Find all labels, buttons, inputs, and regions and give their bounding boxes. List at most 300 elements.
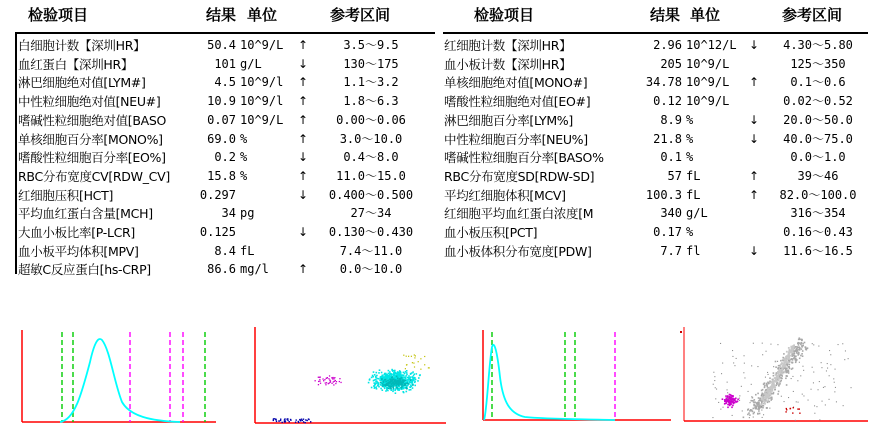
scatter-dot bbox=[788, 361, 790, 363]
scatter-dot bbox=[797, 343, 799, 345]
scatter-dot bbox=[848, 358, 849, 359]
scatter-dot bbox=[744, 363, 745, 364]
scatter-dot bbox=[722, 398, 724, 400]
scatter-dot bbox=[774, 389, 776, 391]
scatter-dot bbox=[331, 377, 332, 378]
scatter-dot bbox=[770, 344, 771, 345]
scatter-dot bbox=[842, 343, 843, 344]
scatter-dot bbox=[322, 378, 323, 379]
scatter-dot bbox=[429, 367, 430, 368]
scatter-dot bbox=[750, 400, 752, 402]
result-name: 红细胞计数【深圳HR】 bbox=[444, 38, 572, 53]
scatter-dot bbox=[776, 385, 778, 387]
scatter-dot bbox=[761, 395, 762, 396]
result-row bbox=[0, 186, 883, 205]
scatter-dot bbox=[791, 362, 793, 364]
result-name: 嗜酸性粒细胞绝对值[EO#] bbox=[444, 94, 591, 110]
result-value: 50.4 bbox=[207, 38, 236, 52]
scatter-dot bbox=[795, 359, 797, 361]
scatter-dot bbox=[401, 383, 403, 385]
result-row bbox=[0, 242, 883, 261]
result-unit: mg/l bbox=[240, 262, 269, 277]
scatter-dot bbox=[761, 404, 763, 406]
scatter-dot bbox=[813, 344, 814, 345]
result-row bbox=[0, 36, 883, 55]
scatter-dot bbox=[829, 350, 830, 351]
scatter-dot bbox=[753, 408, 755, 410]
scatter-dot bbox=[384, 379, 386, 381]
scatter-dot bbox=[382, 385, 384, 387]
scatter-dot bbox=[389, 386, 391, 388]
scatter-dot bbox=[830, 354, 831, 355]
scatter-dot bbox=[737, 399, 739, 401]
scatter-dot bbox=[799, 342, 801, 344]
result-unit: % bbox=[240, 168, 248, 183]
scatter-dot bbox=[716, 389, 717, 390]
result-reference: 39～46 bbox=[797, 168, 839, 183]
result-reference: 40.0～75.0 bbox=[783, 131, 853, 146]
scatter-dot bbox=[393, 379, 395, 381]
scatter-dot bbox=[282, 422, 283, 423]
scatter-dot bbox=[318, 384, 319, 385]
scatter-dot bbox=[741, 386, 742, 387]
scatter-dot bbox=[791, 351, 793, 353]
result-reference: 0.400～0.500 bbox=[328, 187, 414, 202]
scatter-dot bbox=[751, 396, 752, 397]
scatter-dot bbox=[713, 384, 714, 385]
scatter-dot bbox=[845, 350, 846, 351]
scatter-dot bbox=[395, 379, 397, 381]
result-reference: 7.4～11.0 bbox=[339, 243, 403, 258]
scatter-dot bbox=[763, 403, 765, 405]
header-item-right: 检验项目 bbox=[474, 6, 535, 24]
scatter-dot bbox=[813, 372, 814, 373]
scatter-dot bbox=[280, 419, 281, 420]
scatter-dot bbox=[326, 382, 327, 383]
result-value: 205 bbox=[660, 56, 682, 71]
scatter-dot bbox=[753, 343, 754, 344]
scatter-dot bbox=[759, 398, 761, 400]
scatter-dot bbox=[767, 400, 769, 402]
scatter-dot bbox=[739, 400, 740, 401]
scatter-dot bbox=[806, 348, 808, 350]
scatter-dot bbox=[407, 381, 409, 383]
scatter-dot bbox=[767, 407, 768, 408]
scatter-dot bbox=[801, 345, 803, 347]
scatter-dot bbox=[762, 417, 763, 418]
scatter-dot bbox=[305, 422, 306, 423]
result-name: 大血小板比率[P-LCR] bbox=[18, 225, 136, 240]
scatter-dot bbox=[790, 408, 791, 409]
result-value: 69.0 bbox=[207, 131, 236, 146]
scatter-dot bbox=[782, 371, 784, 373]
scatter-dot bbox=[749, 414, 751, 416]
scatter-dot bbox=[778, 385, 780, 387]
scatter-dot bbox=[273, 420, 274, 421]
scatter-dot bbox=[797, 347, 799, 349]
scatter-dot bbox=[770, 382, 772, 384]
scatter-dot bbox=[802, 394, 803, 395]
result-name: 血小板压积[PCT] bbox=[444, 225, 538, 240]
result-value: 8.9 bbox=[660, 112, 682, 127]
result-flag: ↓ bbox=[297, 225, 309, 239]
scatter-dot bbox=[775, 366, 777, 368]
scatter-dot bbox=[403, 372, 405, 374]
scatter-dot bbox=[788, 357, 790, 359]
scatter-dot bbox=[769, 377, 771, 379]
result-flag: ↓ bbox=[748, 243, 760, 258]
scatter-dot bbox=[734, 365, 735, 366]
result-reference: 20.0～50.0 bbox=[783, 112, 853, 127]
result-reference: 0.4～8.0 bbox=[343, 150, 399, 165]
scatter-dot bbox=[400, 374, 402, 376]
scatter-dot bbox=[715, 387, 716, 388]
scatter-dot bbox=[778, 383, 780, 385]
scatter-dot bbox=[766, 351, 767, 352]
scatter-dot bbox=[727, 396, 729, 398]
scatter-dot bbox=[386, 387, 388, 389]
result-reference: 0.1～0.6 bbox=[790, 75, 846, 90]
scatter-dot bbox=[812, 343, 813, 344]
scatter-dot bbox=[793, 347, 795, 349]
scatter-dot bbox=[814, 413, 815, 414]
scatter-dot bbox=[734, 399, 736, 401]
scatter-dot bbox=[296, 419, 297, 420]
scatter-dot bbox=[378, 372, 380, 374]
result-unit: % bbox=[686, 112, 694, 127]
scatter-dot bbox=[782, 357, 784, 359]
distribution-curve bbox=[484, 345, 615, 420]
scatter-dot bbox=[761, 410, 762, 411]
scatter-dot bbox=[851, 387, 852, 388]
scatter-dot bbox=[798, 339, 800, 341]
scatter-dot bbox=[799, 358, 801, 360]
scatter-dot bbox=[732, 401, 734, 403]
scatter-dot bbox=[415, 379, 417, 381]
result-value: 34.78 bbox=[645, 75, 682, 90]
scatter-dot bbox=[375, 381, 377, 383]
scatter-dot bbox=[758, 397, 760, 399]
scatter-dot bbox=[749, 417, 750, 418]
scatter-dot bbox=[757, 413, 759, 415]
scatter-dot bbox=[783, 361, 785, 363]
scatter-dot bbox=[801, 339, 803, 341]
scatter-dot bbox=[761, 406, 762, 407]
scatter-dot bbox=[409, 389, 411, 391]
scatter-dot bbox=[394, 375, 396, 377]
scatter-dot bbox=[827, 368, 828, 369]
result-row bbox=[0, 223, 883, 242]
scatter-dot bbox=[303, 421, 304, 422]
scatter-dot bbox=[385, 385, 387, 387]
scatter-dot bbox=[783, 365, 785, 367]
scatter-dot bbox=[788, 347, 790, 349]
scatter-dot bbox=[406, 391, 408, 393]
scatter-dot bbox=[718, 402, 719, 403]
scatter-dot bbox=[420, 358, 421, 359]
scatter-dot bbox=[777, 393, 779, 395]
result-reference: 3.5～9.5 bbox=[343, 38, 399, 52]
result-reference: 11.6～16.5 bbox=[783, 243, 853, 258]
scatter-dot bbox=[757, 393, 759, 395]
scatter-dot bbox=[406, 382, 408, 384]
result-flag: ↓ bbox=[297, 56, 309, 71]
scatter-dot bbox=[371, 387, 373, 389]
result-flag: ↑ bbox=[748, 75, 760, 90]
scatter-dot bbox=[394, 390, 396, 392]
result-name: 血小板平均体积[MPV] bbox=[18, 243, 139, 259]
scatter-dot bbox=[826, 370, 827, 371]
scatter-dot bbox=[834, 382, 835, 383]
scatter-dot bbox=[385, 381, 387, 383]
scatter-dot bbox=[764, 391, 766, 393]
scatter-dot bbox=[743, 417, 745, 419]
scatter-dot bbox=[383, 380, 385, 382]
scatter-dot bbox=[382, 389, 384, 391]
scatter-dot bbox=[315, 380, 316, 381]
scatter-dot bbox=[413, 375, 415, 377]
result-value: 0.17 bbox=[653, 225, 682, 239]
result-value: 86.6 bbox=[207, 262, 236, 277]
scatter-dot bbox=[795, 362, 797, 364]
scatter-dot bbox=[789, 364, 791, 366]
scatter-dot bbox=[781, 396, 782, 397]
scatter-dot bbox=[300, 420, 301, 421]
result-flag: ↓ bbox=[748, 112, 760, 127]
scatter-dot bbox=[724, 401, 726, 403]
scatter-dot bbox=[392, 382, 394, 384]
header-unit-right: 单位 bbox=[690, 6, 721, 24]
scatter-dot bbox=[307, 420, 308, 421]
scatter-dot bbox=[377, 381, 379, 383]
scatter-dot bbox=[812, 367, 813, 368]
result-reference: 0.16～0.43 bbox=[783, 225, 853, 239]
scatter-dot bbox=[408, 356, 409, 357]
scatter-dot bbox=[411, 386, 413, 388]
scatter-dot bbox=[774, 381, 776, 383]
scatter-dot bbox=[412, 384, 414, 386]
scatter-dot bbox=[794, 350, 796, 352]
scatter-dot bbox=[414, 385, 416, 387]
scatter-dot bbox=[767, 395, 769, 397]
result-name: 单核细胞百分率[MONO%] bbox=[18, 131, 163, 147]
scatter-dot bbox=[374, 387, 376, 389]
scatter-dot bbox=[392, 391, 394, 393]
scatter-dot bbox=[736, 401, 738, 403]
scatter-dot bbox=[387, 390, 389, 392]
scatter-dot bbox=[763, 414, 764, 415]
scatter-dot bbox=[376, 375, 378, 377]
scatter-dot bbox=[784, 401, 785, 402]
wbc-scatter bbox=[250, 322, 450, 427]
scatter-dot bbox=[413, 373, 415, 375]
scatter-dot bbox=[390, 374, 392, 376]
result-name: 嗜碱性粒细胞百分率[BASO% bbox=[444, 150, 604, 166]
result-flag: ↑ bbox=[297, 262, 309, 277]
scatter-dot bbox=[757, 402, 759, 404]
scatter-dot bbox=[767, 372, 768, 373]
scatter-dot bbox=[415, 355, 416, 356]
result-name: RBC分布宽度CV[RDW_CV] bbox=[18, 168, 170, 184]
header-divider-left bbox=[15, 32, 435, 34]
result-value: 10.9 bbox=[207, 94, 236, 109]
scatter-dot bbox=[785, 357, 787, 359]
result-name: 平均血红蛋白含量[MCH] bbox=[18, 206, 153, 222]
scatter-dot bbox=[819, 419, 820, 420]
result-reference: 0.0～10.0 bbox=[339, 262, 403, 277]
scatter-dot bbox=[414, 382, 416, 384]
scatter-dot bbox=[790, 349, 792, 351]
scatter-dot bbox=[388, 387, 390, 389]
scatter-dot bbox=[786, 375, 788, 377]
scatter-dot bbox=[340, 382, 341, 383]
scatter-dot bbox=[821, 362, 822, 363]
scatter-dot bbox=[803, 370, 804, 371]
scatter-dot bbox=[287, 418, 288, 419]
scatter-dot bbox=[402, 381, 404, 383]
scatter-dot bbox=[777, 361, 778, 362]
scatter-dot bbox=[329, 375, 330, 376]
result-reference: 0.00～0.06 bbox=[336, 112, 406, 127]
scatter-dot bbox=[798, 402, 799, 403]
scatter-dot bbox=[273, 419, 274, 420]
scatter-dot bbox=[339, 378, 340, 379]
scatter-dot bbox=[801, 348, 803, 350]
scatter-dot bbox=[797, 408, 798, 409]
header-ref-right: 参考区间 bbox=[782, 6, 843, 24]
scatter-dot bbox=[398, 380, 400, 382]
result-flag: ↑ bbox=[297, 168, 309, 183]
scatter-dot bbox=[782, 369, 784, 371]
scatter-dot bbox=[751, 365, 752, 366]
scatter-dot bbox=[770, 397, 772, 399]
scatter-dot bbox=[769, 388, 771, 390]
scatter-dot bbox=[287, 420, 288, 421]
scatter-dot bbox=[392, 386, 394, 388]
header-result-left: 结果 bbox=[206, 6, 237, 24]
result-value: 0.12 bbox=[653, 94, 682, 109]
scatter-dot bbox=[783, 353, 785, 355]
scatter-dot bbox=[335, 383, 336, 384]
scatter-dot bbox=[403, 355, 404, 356]
scatter-dot bbox=[818, 346, 819, 347]
scatter-dot bbox=[400, 371, 402, 373]
scatter-dot bbox=[789, 368, 791, 370]
scatter-dot bbox=[413, 363, 414, 364]
result-name: 中性粒细胞百分率[NEU%] bbox=[444, 131, 588, 147]
scatter-dot bbox=[792, 368, 794, 370]
scatter-dot bbox=[402, 391, 404, 393]
scatter-dot bbox=[290, 420, 291, 421]
scatter-dot bbox=[739, 395, 740, 396]
scatter-dot bbox=[834, 391, 835, 392]
scatter-dot bbox=[387, 384, 389, 386]
scatter-dot bbox=[382, 383, 384, 385]
scatter-dot bbox=[796, 350, 798, 352]
scatter-dot bbox=[727, 392, 728, 393]
scatter-dot bbox=[680, 331, 682, 333]
result-flag: ↓ bbox=[297, 150, 309, 165]
scatter-dot bbox=[389, 382, 391, 384]
scatter-dot bbox=[764, 387, 766, 389]
scatter-dot bbox=[752, 400, 754, 402]
scatter-dot bbox=[785, 359, 787, 361]
result-flag: ↑ bbox=[748, 168, 760, 183]
scatter-dot bbox=[333, 378, 334, 379]
result-value: 0.07 bbox=[207, 112, 236, 127]
result-reference: 3.0～10.0 bbox=[339, 131, 403, 146]
result-unit: 10^12/L bbox=[686, 38, 737, 52]
result-name: 嗜碱性粒细胞绝对值[BASO bbox=[18, 112, 167, 128]
scatter-dot bbox=[764, 393, 766, 395]
scatter-dot bbox=[405, 380, 407, 382]
result-reference: 0.02～0.52 bbox=[783, 94, 853, 109]
scatter-dot bbox=[835, 369, 836, 370]
scatter-dot bbox=[769, 408, 770, 409]
result-unit: g/L bbox=[686, 206, 708, 221]
scatter-dot bbox=[401, 377, 403, 379]
scatter-dot bbox=[736, 358, 737, 359]
scatter-dot bbox=[405, 375, 407, 377]
result-unit: % bbox=[686, 131, 694, 146]
result-row bbox=[0, 167, 883, 186]
scatter-dot bbox=[280, 420, 281, 421]
scatter-dot bbox=[780, 366, 782, 368]
scatter-dot bbox=[766, 407, 767, 408]
result-unit: 10^9/l bbox=[240, 94, 284, 109]
result-name: 血小板计数【深圳HR】 bbox=[444, 56, 572, 72]
scatter-dot bbox=[380, 382, 382, 384]
result-flag: ↓ bbox=[748, 38, 760, 52]
scatter-dot bbox=[772, 389, 774, 391]
scatter-dot bbox=[822, 401, 823, 402]
scatter-dot bbox=[803, 395, 804, 396]
scatter-dot bbox=[750, 402, 751, 403]
scatter-dot bbox=[414, 357, 415, 358]
scatter-dot bbox=[727, 407, 729, 409]
scatter-dot bbox=[799, 362, 800, 363]
result-row bbox=[0, 73, 883, 92]
scatter-dot bbox=[399, 376, 401, 378]
scatter-dot bbox=[750, 410, 752, 412]
scatter-dot bbox=[798, 344, 800, 346]
scatter-dot bbox=[325, 382, 326, 383]
scatter-dot bbox=[325, 384, 326, 385]
scatter-dot bbox=[763, 395, 765, 397]
scatter-dot bbox=[780, 368, 781, 369]
scatter-dot bbox=[301, 419, 302, 420]
scatter-dot bbox=[375, 379, 377, 381]
result-reference: 125～350 bbox=[790, 56, 846, 71]
scatter-dot bbox=[731, 398, 733, 400]
result-unit: fL bbox=[686, 187, 701, 202]
scatter-dot bbox=[798, 353, 800, 355]
scatter-dot bbox=[788, 370, 790, 372]
scatter-dot bbox=[289, 421, 290, 422]
result-value: 7.7 bbox=[660, 243, 682, 258]
scatter-dot bbox=[788, 397, 789, 398]
scatter-dot bbox=[762, 407, 764, 409]
scatter-dot bbox=[324, 379, 325, 380]
scatter-dot bbox=[732, 405, 734, 407]
scatter-dot bbox=[728, 400, 730, 402]
result-flag: ↑ bbox=[297, 112, 309, 127]
scatter-dot bbox=[377, 385, 379, 387]
scatter-dot bbox=[801, 353, 803, 355]
scatter-dot bbox=[424, 364, 425, 365]
scatter-dot bbox=[768, 374, 769, 375]
result-value: 8.4 bbox=[214, 243, 236, 258]
